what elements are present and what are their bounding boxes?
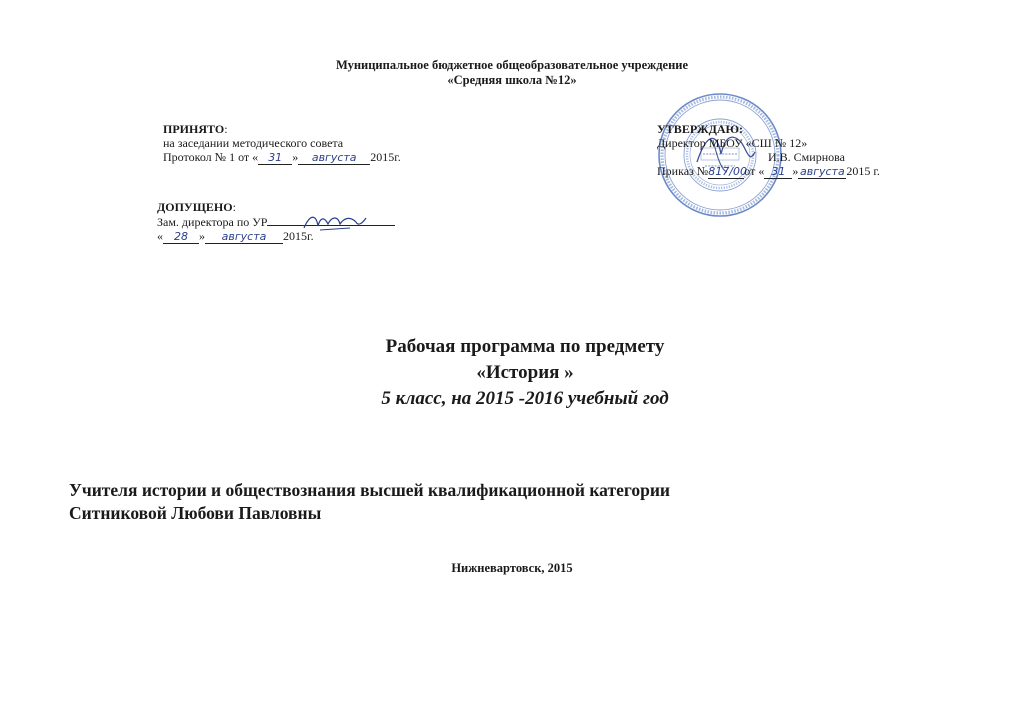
approved-quote-close: » [792, 164, 799, 178]
approved-order-no: 817/00 [708, 165, 747, 178]
doc-title-line1: Рабочая программа по предмету [385, 336, 665, 357]
org-name-line1: Муниципальное бюджетное общеобразовательное учреждение [335, 58, 689, 72]
accepted-protocol [163, 150, 401, 165]
allowed-month: августа [205, 231, 283, 244]
accepted-block [163, 122, 401, 165]
approved-director: И.В. Смирнова [768, 150, 845, 164]
approved-order-mid: от « [744, 164, 765, 178]
city-year: Нижневартовск, 2015 [451, 561, 573, 575]
accepted-day: 31 [258, 152, 292, 165]
approved-block [657, 122, 880, 179]
accepted-month: августа [298, 152, 370, 165]
doc-title-subject: «История » [476, 362, 574, 383]
accepted-quote-close: » [292, 150, 299, 164]
teacher-name: Ситниковой Любови Павловны [69, 503, 322, 523]
allowed-day: 28 [163, 231, 199, 244]
allowed-year: 2015г. [283, 229, 314, 243]
approved-line1: Директор МБОУ «СШ № 12» [657, 136, 808, 150]
teacher-line1: Учителя истории и обществознания высшей квалификационной категории [69, 480, 670, 500]
approved-month: августа [800, 165, 845, 178]
signature-icon [300, 210, 370, 236]
accepted-year: 2015г. [370, 150, 401, 164]
approved-day: 31 [764, 166, 792, 179]
doc-title-grade-year: 5 класс, на 2015 -2016 учебный год [381, 388, 669, 409]
allowed-line1: Зам. директора по УР [157, 215, 268, 229]
allowed-quote-close: » [199, 229, 205, 243]
approved-year: 2015 г. [846, 164, 880, 178]
approved-order [657, 164, 880, 179]
allowed-colon: : [232, 200, 236, 214]
accepted-protocol-prefix: Протокол № 1 от « [163, 150, 259, 164]
allowed-label: ДОПУЩЕНО [157, 200, 233, 214]
accepted-label: ПРИНЯТО [163, 122, 225, 136]
allowed-quote-open: « [157, 229, 163, 243]
accepted-colon: : [224, 122, 228, 136]
approved-label: УТВЕРЖДАЮ: [657, 122, 744, 136]
approved-order-prefix: Приказ № [657, 164, 709, 178]
org-name-line2: «Средняя школа №12» [447, 73, 577, 87]
accepted-line1: на заседании методического совета [163, 136, 344, 150]
